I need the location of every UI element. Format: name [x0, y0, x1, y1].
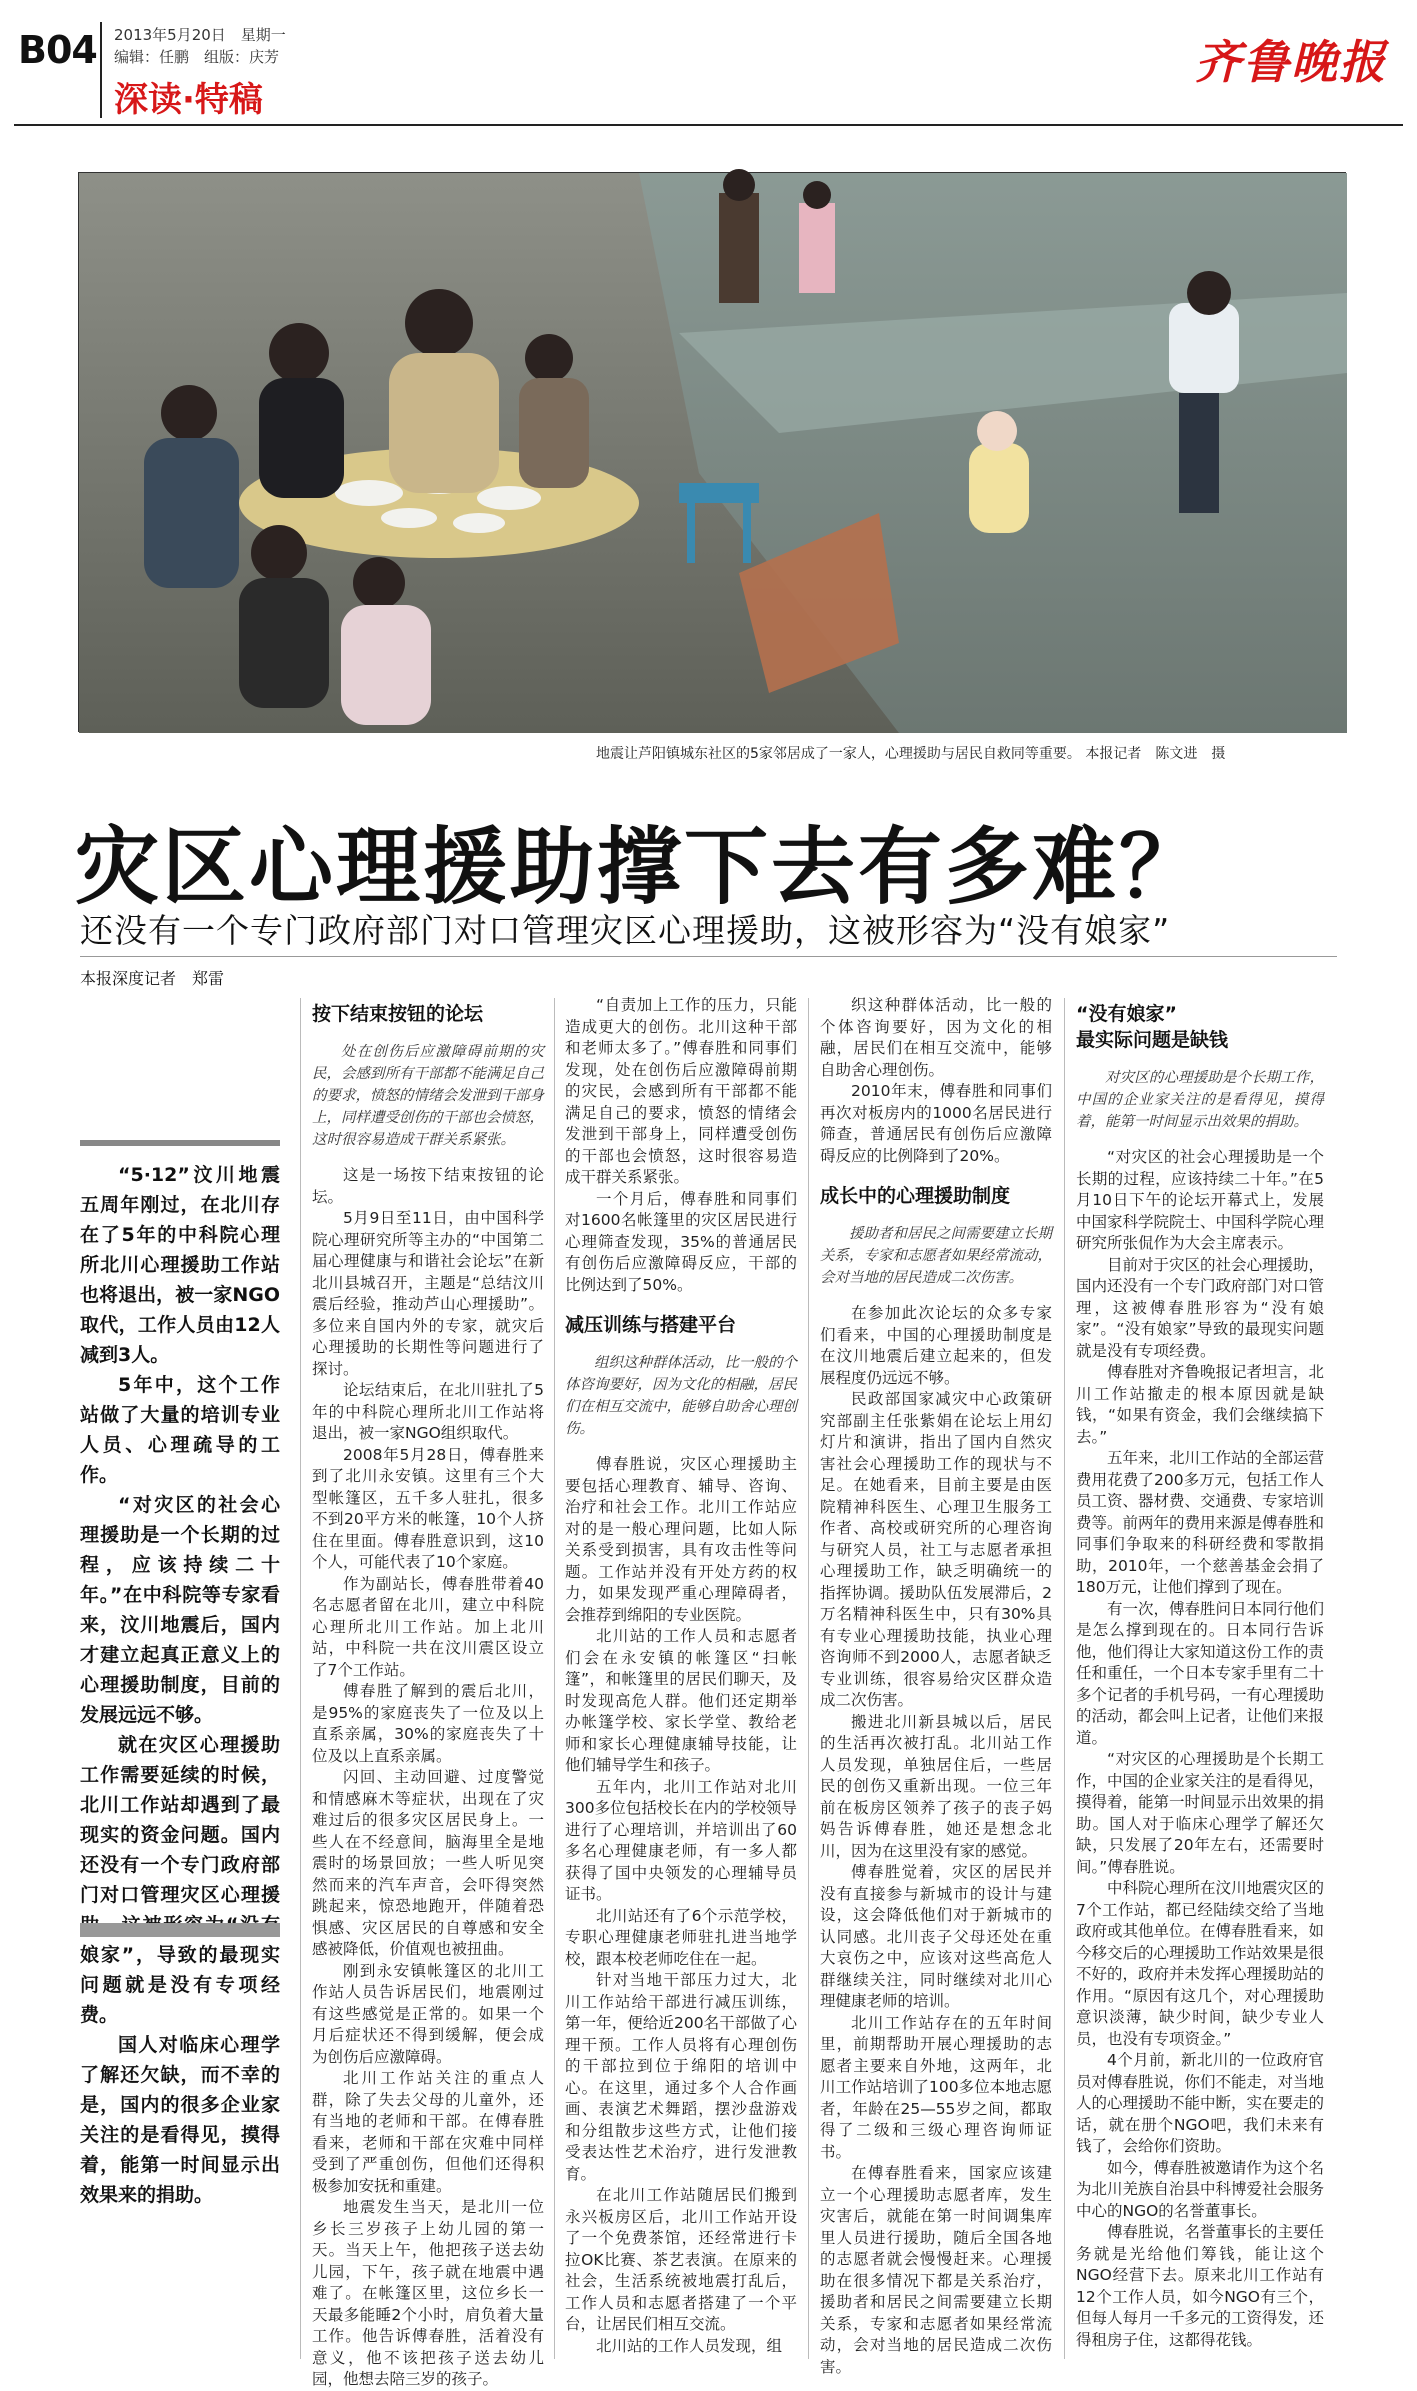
lead-bottom-bar [80, 1923, 280, 1937]
lead-paragraph: 国人对临床心理学了解还欠缺，而不幸的是，国内的很多企业家关注的是看得见，摸得着，能第一时间显示出效果来的捐助。 [80, 2034, 280, 2206]
article-column-4 [820, 995, 1052, 2376]
section-heading: 成长中的心理援助制度 [820, 1185, 1011, 1207]
body-paragraph: 作为副站长，傅春胜带着40名志愿者留在北川，建立中科院心理所北川工作站。加上北川站，中科院一共在汶川震区设立了7个工作站。 [312, 1574, 544, 1679]
masthead-meta [114, 24, 286, 68]
photo-caption: 地震让芦阳镇城东社区的5家邻居成了一家人，心理援助与居民自救同等重要。 本报记者 陈文进 摄 [596, 746, 1226, 762]
body-paragraph: 傅春胜对齐鲁晚报记者坦言，北川工作站撤走的根本原因就是缺钱，“如果有资金，我们会继续搞下去。” [1076, 1363, 1325, 1446]
body-paragraph: 地震发生当天，是北川一位乡长三岁孩子上幼儿园的第一天。当天上午，他把孩子送去幼儿园，下午，孩子就在地震中遇难了。在帐篷区里，这位乡长一天最多能睡2个小时，肩负着大量工作。他告诉傅春胜，活着没有意义，他不该把孩子送去幼儿园，他想去陪三岁的孩子。 [312, 2198, 544, 2388]
byline: 本报深度记者 郑雷 [80, 969, 225, 988]
column-divider [808, 998, 809, 2359]
article-column-5 [1076, 995, 1324, 2365]
body-paragraph: 5月9日至11日，由中国科学院心理研究所等主办的“中国第二届心理健康与和谐社会论坛”在新北川县城召开，主题是“总结汶川震后经验，推动芦山心理援助”。多位来自国内外的专家，就灾后心理援助的长期性等问题进行了探讨。 [312, 1209, 544, 1378]
section-intro-text: 援助者和居民之间需要建立长期关系，专家和志愿者如果经常流动，会对当地的居民造成二次伤害。 [820, 1226, 1052, 1286]
headline-rule [80, 956, 1337, 957]
section-intro [565, 1352, 797, 1440]
body-paragraph: 北川工作站存在的五年时间里，前期帮助开展心理援助的志愿者主要来自外地，这两年，北川工作站培训了100多位本地志愿者，年龄在25—55岁之间，都取得了二级和三级心理咨询师证书。 [820, 2013, 1052, 2161]
section-intro [820, 1223, 1052, 1289]
editor-credits: 编辑：任鹏 组版：庆芳 [114, 48, 280, 66]
body-paragraph: 刚到永安镇帐篷区的北川工作站人员告诉居民们，地震刚过有这些感觉是正常的。如果一个月后症状还不得到缓解，便会成为创伤后应激障碍。 [312, 1961, 544, 2066]
body-paragraph: 北川站的工作人员和志愿者们会在永安镇的帐篷区“扫帐篷”，和帐篷里的居民们聊天，及时发现高危人群。他们还定期举办帐篷学校、家长学堂、教给老师和家长心理健康辅导技能，让他们辅导学生和孩子。 [565, 1627, 797, 1774]
column-divider [554, 998, 555, 2359]
column-divider [1064, 998, 1065, 2359]
blue-stool [679, 483, 759, 503]
body-paragraph: 2010年末，傅春胜和同事们再次对板房内的1000名居民进行筛查，普通居民有创伤后应激障碍反应的比例降到了20%。 [820, 1082, 1052, 1165]
issue-date: 2013年5月20日 星期一 [114, 26, 286, 44]
body-paragraph: 在傅春胜看来，国家应该建立一个心理援助志愿者库，发生灾害后，就能在第一时间调集库里人员进行援助，随后全国各地的志愿者就会慢慢赶来。心理援助在很多情况下都是关系治疗，援助者和居民之间需要建立长期关系，专家和志愿者如果经常流动，会对当地的居民造成二次伤害。 [820, 2164, 1052, 2376]
section-intro-text: 对灾区的心理援助是个长期工作，中国的企业家关注的是看得见，摸得着，能第一时间显示出效果的捐助。 [1076, 1070, 1324, 1130]
section-heading: 减压训练与搭建平台 [565, 1314, 737, 1336]
headline: 灾区心理援助撑下去有多难？ [75, 818, 1207, 916]
body-paragraph: 五年内，北川工作站对北川300多位包括校长在内的学校领导进行了心理培训，并培训出了60多名心理健康老师，有一多人都获得了国中央领发的心理辅导员证书。 [565, 1777, 797, 1903]
body-paragraph: 在北川工作站随居民们搬到永兴板房区后，北川工作站开设了一个免费茶馆，还经常进行卡拉OK比赛、茶艺表演。在原来的社会，生活系统被地震打乱后，工作人员和志愿者搭建了一个平台，让居民们相互交流。 [565, 2186, 797, 2333]
section-intro-text: 处在创伤后应激障碍前期的灾民，会感到所有干部都不能满足自己的要求，愤怒的情绪会发泄到干部身上，同样遭受创伤的干部也会愤怒，这时很容易造成干群关系紧张。 [312, 1044, 544, 1148]
lead-paragraph: “5·12”汶川地震五周年刚过，在北川存在了5年的中科院心理所北川心理援助工作站也将退出，被一家NGO取代，工作人员由12人减到3人。 [80, 1164, 280, 1366]
subheadline: 还没有一个专门政府部门对口管理灾区心理援助，这被形容为“没有娘家” [80, 911, 1171, 950]
lead-paragraph: 就在灾区心理援助工作需要延续的时候，北川工作站却遇到了最现实的资金问题。国内还没有一个专门政府部门对口管理灾区心理援 娘家”，导致的最现实问题就是没有专项经费。 [80, 1734, 280, 2026]
body-paragraph: “自责加上工作的压力，只能造成更大的创伤。北川这种干部和老师太多了。”傅春胜和同事们发现，处在创伤后应激障碍前期的灾民，会感到所有干部都不能满足自己的要求，愤怒的情绪会发泄到干部身上，同样遭受创伤的干部也会愤怒，这时很容易造成干群关系紧张。 [565, 996, 797, 1186]
lead-summary [80, 1160, 280, 2210]
body-paragraph: 一个月后，傅春胜和同事们对1600名帐篷里的灾区居民进行心理筛查发现，35%的普通居民有创伤后应激障碍反应，干部的比例达到了50%。 [565, 1189, 797, 1294]
body-paragraph: 傅春胜了解到的震后北川，是95%的家庭丧失了一位及以上直系亲属，30%的家庭丧失了十位及以上直系亲属。 [312, 1682, 544, 1765]
body-paragraph: 北川工作站关注的重点人群，除了失去父母的儿童外，还有当地的老师和干部。在傅春胜看来，老师和干部在灾难中同样受到了严重创伤，但他们还得积极参加安抚和重建。 [312, 2069, 544, 2195]
lead-paragraph: “对灾区的社会心理援助是一个长期的过程，应该持续二十年。”在中科院等专家看来，汶川地震后，国内才建立起真正意义上的心理援助制度，目前的发展远远不够。 [80, 1494, 280, 1726]
column-divider [300, 998, 301, 2359]
page-number: B04 [18, 28, 97, 72]
section-heading: “没有娘家” 最实际问题是缺钱 [1076, 1003, 1229, 1051]
body-paragraph: 五年来，北川工作站的全部运营费用花费了200多万元，包括工作人员工资、器材费、交通费、专家培训费等。前两年的费用来源是傅春胜和同事们争取来的科研经费和零散捐助，2010年，一个慈善基金会捐了180万元，让他们撑到了现在。 [1076, 1449, 1325, 1596]
body-paragraph: 如今，傅春胜被邀请作为这个名为北川羌族自治县中科博爱社会服务中心的NGO的名誉董事长。 [1076, 2158, 1325, 2220]
body-paragraph: 有一次，傅春胜问日本同行他们是怎么撑到现在的。日本同行告诉他，他们得让大家知道这份工作的责任和重任，一个日本专家手里有二十多个记者的手机号码，一有心理援助的活动，都会叫上记者，让他们来报道。 [1076, 1599, 1325, 1747]
body-paragraph: 论坛结束后，在北川驻扎了5年的中科院心理所北川工作站将退出，被一家NGO组织取代。 [312, 1381, 544, 1442]
lead-top-bar [80, 1140, 280, 1146]
body-paragraph: 目前对于灾区的社会心理援助，国内还没有一个专门政府部门对口管理，这被傅春胜形容为“没有娘家”。“没有娘家”导致的最现实问题就是没有专项经费。 [1076, 1255, 1325, 1360]
body-paragraph: 傅春胜觉着，灾区的居民并没有直接参与新城市的设计与建设，这会降低他们对于新城市的认同感。北川丧子父母还处在重大哀伤之中，应该对这些高危人群继续关注，同时继续对北川心理健康老师的培训。 [820, 1863, 1052, 2010]
body-paragraph: 北川站的工作人员发现，组 [596, 2336, 783, 2355]
section-intro-text: 组织这种群体活动，比一般的个体咨询要好，因为文化的相融，居民们在相互交流中，能够自助舍心理创伤。 [565, 1355, 797, 1437]
body-paragraph: 闪回、主动回避、过度警觉和情感麻木等症状，出现在了灾难过后的很多灾区居民身上。一些人在不经意间，脑海里全是地震时的场景回放；一些人听见突然而来的汽车声音，会吓得突然跳起来，惊恐地跑开，伴随着恐惧感、灾区居民的自尊感和安全感被降低，价值观也被扭曲。 [312, 1768, 544, 1958]
body-paragraph: 北川站还有了6个示范学校，专职心理健康老师驻扎进当地学校，跟本校老师吃住在一起。 [565, 1906, 797, 1968]
photo-illustration [79, 173, 1347, 733]
masthead-rule [14, 124, 1403, 126]
body-paragraph: 在参加此次论坛的众多专家们看来，中国的心理援助制度是在汶川地震后建立起来的，但发展程度仍远远不够。 [820, 1304, 1052, 1387]
body-paragraph: 2008年5月28日，傅春胜来到了北川永安镇。这里有三个大型帐篷区，五千多人驻扎，很多不到20平方米的帐篷，10个人挤住在里面。傅春胜意识到，这10个人，可能代表了10个家庭。 [312, 1445, 544, 1571]
section-intro [312, 1041, 544, 1151]
body-paragraph: 织这种群体活动，比一般的个体咨询要好，因为文化的相融，居民们在相互交流中，能够自助舍心理创伤。 [820, 996, 1052, 1079]
newspaper-logo: 齐鲁晚报 [1195, 35, 1387, 89]
article-column-2 [312, 995, 544, 2388]
body-paragraph: 这是一场按下结束按钮的论坛。 [312, 1166, 544, 1206]
body-paragraph: “对灾区的社会心理援助是一个长期的过程，应该持续二十年。”在5月10日下午的论坛开幕式上，发展中国家科学院院士、中国科学院心理研究所张侃作为大会主席表示。 [1076, 1148, 1325, 1252]
body-paragraph: “对灾区的心理援助是个长期工作，中国的企业家关注的是看得见，摸得着，能第一时间显示出效果的捐助。国人对于临床心理学了解还欠缺，只发展了20年左右，还需要时间。”傅春胜说。 [1076, 1750, 1325, 1876]
body-paragraph: 中科院心理所在汶川地震灾区的7个工作站，都已经陆续交给了当地政府或其他单位。在傅春胜看来，如今移交后的心理援助工作站效果是很不好的，政府并未发挥心理援助站的作用。“原因有这几个，对心理援助意识淡薄，缺少时间，缺少专业人员，也没有专项资金。” [1076, 1879, 1325, 2048]
body-paragraph: 针对当地干部压力过大，北川工作站给干部进行减压训练，第一年，便给近200名干部做了心理干预。工作人员将有心理创伤的干部拉到位于绵阳的培训中心。在这里，通过多个人合作画画、表演艺术舞蹈，摆沙盘游戏和分组散步这些方式，让他们接受表达性艺术治疗，进行发泄教育。 [565, 1971, 797, 2183]
body-paragraph: 傅春胜说，名誉董事长的主要任务就是光给他们筹钱，能让这个NGO经营下去。原来北川工作站有12个工作人员，如今NGO有三个，但每人每月一千多元的工资得发，还得租房子住，这都得花钱。 [1076, 2223, 1325, 2349]
section-heading: 按下结束按钮的论坛 [312, 1003, 484, 1025]
section-title: 深读·特稿 [114, 80, 263, 120]
body-paragraph: 搬进北川新县城以后，居民的生活再次被打乱。北川站工作人员发现，单独居住后，一些居民的创伤又重新出现。一位三年前在板房区领养了孩子的丧子妈妈告诉傅春胜，她还是想念北川，因为在这里没有家的感觉。 [820, 1712, 1052, 1860]
body-paragraph: 傅春胜说，灾区心理援助主要包括心理教育、辅导、咨询、治疗和社会工作。北川工作站应对的是一般心理问题，比如人际关系受到损害，具有攻击性等问题。工作站并没有开处方药的权力，如果发现严重心理障碍者，会推荐到绵阳的专业医院。 [565, 1455, 797, 1624]
body-paragraph: 4个月前，新北川的一位政府官员对傅春胜说，你们不能走，对当地人的心理援助不能中断，实在要走的话，就在册个NGO吧，我们未来有钱了，会给你们资助。 [1076, 2051, 1325, 2155]
body-paragraph: 民政部国家减灾中心政策研究部副主任张紫娟在论坛上用幻灯片和演讲，指出了国内自然灾害社会心理援助工作的现状与不足。在她看来，目前主要是由医院精神科医生、心理卫生服务工作者、高校或研究所的心理咨询与研究人员，社工与志愿者承担心理援助工作，缺乏明确统一的指挥协调。援助队伍发展滞后，2万名精神科医生中，只有30%具有专业心理援助技能，执业心理咨询师不到2000人，志愿者缺乏专业训练，很容易给灾区群众造成二次伤害。 [820, 1390, 1052, 1709]
article-column-3 [565, 995, 797, 2365]
masthead-divider [100, 22, 102, 118]
lead-paragraph: 5年中，这个工作站做了大量的培训专业人员、心理疏导的工作。 [80, 1374, 280, 1486]
article-photo [78, 172, 1346, 732]
section-intro [1076, 1067, 1324, 1133]
